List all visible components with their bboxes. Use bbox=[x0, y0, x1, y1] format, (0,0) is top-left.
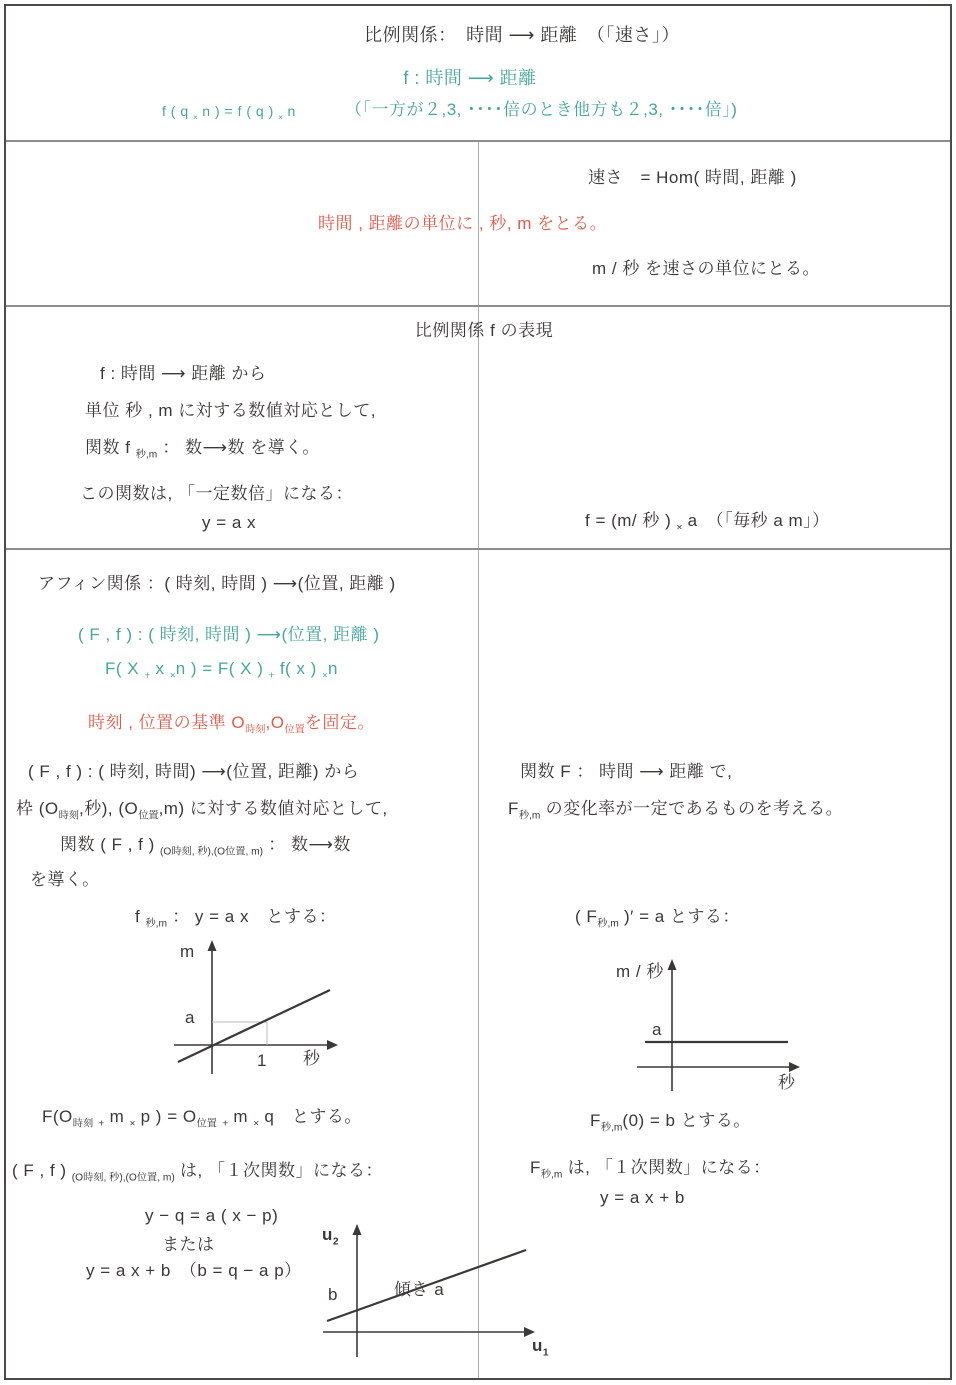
sec1-title: 比例関係： 時間 ⟶ 距離 （「速さ」） bbox=[364, 25, 680, 45]
sec3-line1: f : 時間 ⟶ 距離 から bbox=[100, 364, 267, 383]
sec4-left-f-definition: f $_{秒,m}$ ： y = a x とする： bbox=[135, 907, 337, 930]
sec4-right-r2: $F_{秒,m}$ の変化率が一定であるものを考える。 bbox=[508, 799, 844, 822]
sec4-teal-formula: F( X $_+$ x $_\times$n ) = F( X ) $_+$ f( x ) $_\times$n bbox=[105, 659, 338, 682]
left-graph-a-label: a bbox=[185, 1008, 195, 1027]
sec4-left-eq1: y − q = a ( x − p) bbox=[145, 1206, 279, 1225]
sec4-left-p1: ( F , f ) : ( 時刻, 時間) ⟶(位置, 距離) から bbox=[28, 762, 360, 781]
left-graph-xlabel: 秒 bbox=[303, 1049, 321, 1068]
sec4-right-eq: y = a x + b bbox=[600, 1188, 685, 1207]
bottom-graph-slope-label: 傾き a bbox=[394, 1280, 445, 1299]
sec3-line2: 単位 秒 , m に対する数値対応として, bbox=[85, 401, 376, 420]
sec4-right-r1: 関数 F ： 時間 ⟶ 距離 で, bbox=[520, 762, 733, 781]
sec4-left-or-label: または bbox=[162, 1235, 215, 1254]
left-graph-ylabel: m bbox=[180, 942, 195, 961]
y-axis-arrowhead bbox=[353, 1224, 362, 1235]
sec4-left-title: アフィン関係 ：( 時刻, 時間 ) ⟶(位置, 距離 ) bbox=[38, 574, 396, 593]
sec2-units-line: 時間 , 距離の単位に , 秒, m をとる。 bbox=[318, 214, 608, 233]
right-graph-a-label: a bbox=[652, 1020, 662, 1039]
sec3-title: 比例関係 f の表現 bbox=[414, 321, 554, 340]
y-axis-arrowhead bbox=[208, 940, 217, 951]
sec4-red-fix-line: 時刻 , 位置の基準 $O_{時刻},O_{位置}$を固定。 bbox=[88, 713, 375, 736]
sec4-right-linear-intro: $F_{秒,m}$ は, 「１次関数」になる： bbox=[530, 1158, 771, 1181]
left-graph-one-label: 1 bbox=[257, 1051, 267, 1070]
sec2-hom-line: 速さ = Hom( 時間, 距離 ) bbox=[588, 168, 797, 187]
sec1-map-line: f : 時間 ⟶ 距離 bbox=[403, 68, 537, 88]
sec3-line4: この関数は, 「一定数倍」になる： bbox=[80, 484, 353, 503]
sec4-left-set-line: $F(O_{時刻}$ $_+$ m $_\times$ p ) = $O_{位置}$ $_+$ m $_\times$ q とする。 bbox=[42, 1107, 362, 1130]
sec4-teal-map: ( F , f ) : ( 時刻, 時間 ) ⟶(位置, 距離 ) bbox=[78, 625, 380, 644]
bottom-graph-xlabel: $u_1$ bbox=[532, 1336, 549, 1359]
sec4-right-deriv-line: ( $F_{秒,m}$ )′ = a とする： bbox=[575, 907, 740, 930]
sec3-line3: 関数 f $_{秒,m}$ ： 数⟶数 を導く。 bbox=[85, 438, 320, 461]
x-axis-arrowhead bbox=[789, 1062, 800, 1072]
bottom-graph-ylabel: $u_2$ bbox=[322, 1225, 339, 1248]
sec3-equation: y = a x bbox=[202, 513, 257, 532]
sec4-left-eq2: y = a x + b （b = q − a p） bbox=[86, 1261, 302, 1280]
right-graph-ylabel: m / 秒 bbox=[616, 962, 664, 981]
sec4-left-p4: を導く。 bbox=[30, 870, 100, 889]
sec1-formula-note: （「一方が２,3, ････倍のとき他方も２,3, ････倍」) bbox=[345, 100, 738, 119]
y-axis-arrowhead bbox=[668, 959, 677, 970]
sec4-left-linear-intro: ( F , f ) $_{(O時刻, 秒),(O位置, m)}$ は, 「１次関数」になる： bbox=[12, 1161, 383, 1184]
bottom-graph-b-label: b bbox=[328, 1285, 338, 1304]
sec3-right-formula: f = (m/ 秒 ) $_\times$ a （「毎秒 a m」） bbox=[585, 511, 830, 534]
sec1-formula: f ( q $_\times$ n ) = f ( q ) $_\times$ n bbox=[162, 103, 296, 122]
x-axis-arrowhead bbox=[327, 1040, 338, 1050]
right-graph-xlabel: 秒 bbox=[778, 1073, 796, 1092]
sec4-left-p2: 枠 ($O_{時刻}$,秒), $(O_{位置},m)$ に対する数値対応として, bbox=[16, 799, 388, 822]
sec4-left-p3: 関数 ( F , f ) $_{(O時刻, 秒),(O位置, m)}$ ： 数⟶数 bbox=[60, 835, 351, 858]
sec4-right-f0-line: $F_{秒,m}(0) = b$ とする。 bbox=[590, 1111, 751, 1134]
sec2-speed-unit-line: m / 秒 を速さの単位にとる。 bbox=[592, 259, 821, 278]
